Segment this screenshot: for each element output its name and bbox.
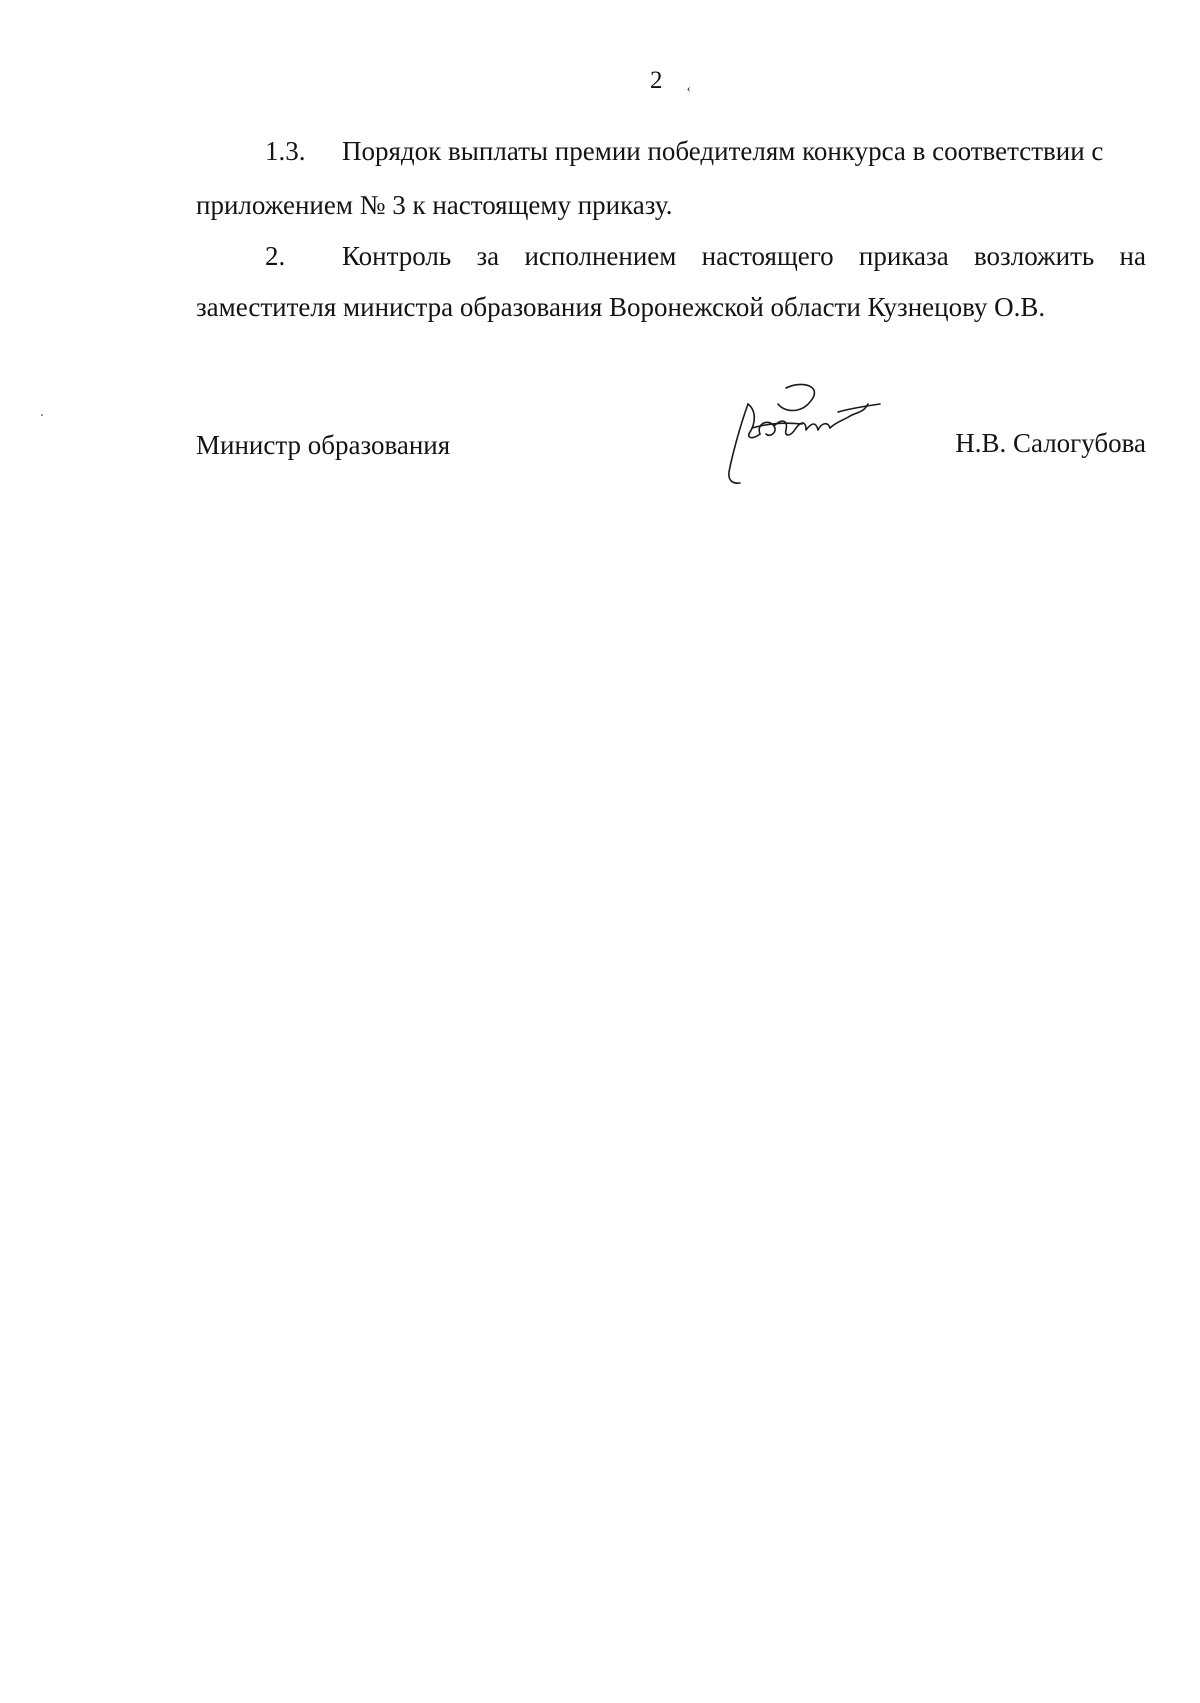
paragraph-2	[196, 241, 1146, 271]
paragraph-1-3	[196, 136, 1146, 166]
paragraph-2-number: 2.	[265, 241, 286, 271]
paragraph-1-3-text-1: Порядок выплаты премии победителям конкурса в соответствии с	[342, 136, 1104, 166]
page-number-value: 2	[650, 67, 663, 94]
paragraph-1-3-number: 1.3.	[265, 136, 306, 166]
page-number	[650, 66, 691, 103]
paragraph-1-3-line-1	[196, 136, 1146, 166]
paragraph-2-line-2: заместителя министра образования Воронежской области Кузнецову О.В.	[196, 292, 1046, 322]
signatory-title: Министр образования	[196, 430, 451, 460]
paragraph-2-line-1	[196, 241, 1146, 271]
paragraph-1-3-cont	[196, 190, 1146, 220]
scan-speck	[41, 414, 43, 416]
signatory-name: Н.В. Салогубова	[955, 428, 1146, 458]
paragraph-1-3-line-2: приложением № 3 к настоящему приказу.	[196, 190, 673, 220]
paragraph-2-cont	[196, 292, 1146, 322]
handwritten-signature	[726, 382, 906, 494]
signature-block	[196, 430, 1146, 470]
page-mark: ‹	[686, 81, 691, 95]
paragraph-2-text-1: Контроль за исполнением настоящего приказа возложить на	[342, 241, 1146, 271]
